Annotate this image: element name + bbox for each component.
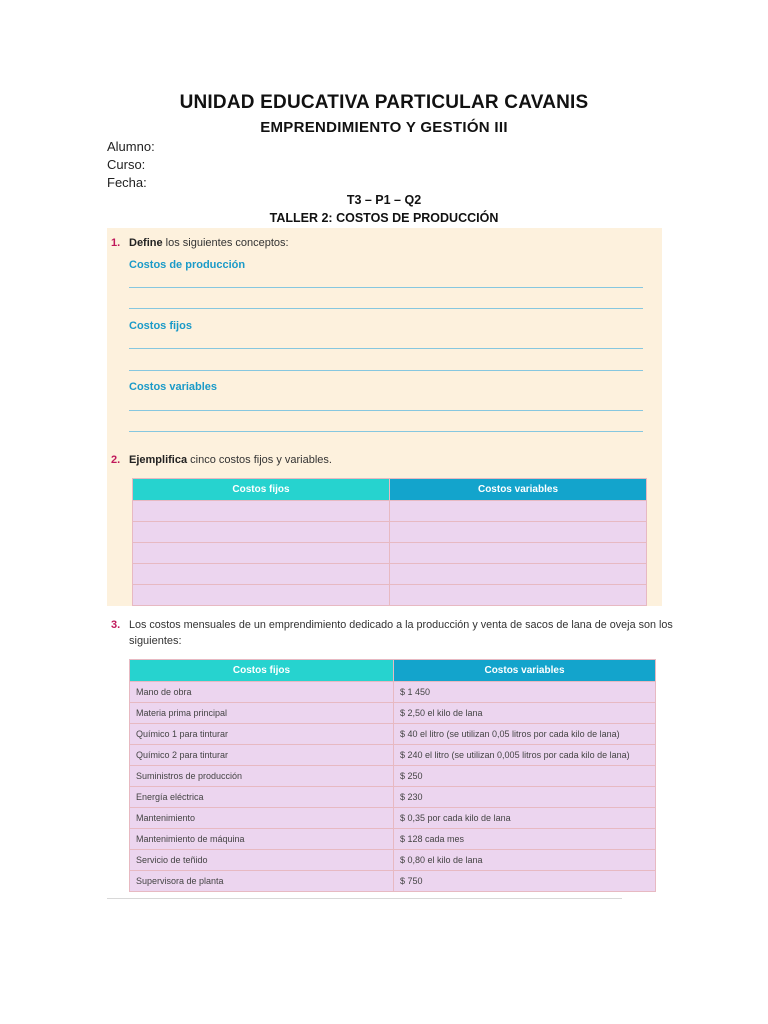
table-row: [130, 703, 656, 724]
course-field-label: Curso:: [107, 157, 146, 172]
table-row: [130, 787, 656, 808]
cost-name-cell: Químico 2 para tinturar: [130, 745, 394, 766]
question-1-verb: Define: [129, 237, 163, 249]
cost-value-cell: $ 0,35 por cada kilo de lana: [394, 808, 656, 829]
activity-code: T3 – P1 – Q2: [346, 193, 422, 207]
examples-table: [132, 478, 647, 606]
question-2-text: [129, 452, 332, 468]
examples-header-variable: Costos variables: [390, 479, 647, 501]
cost-value-cell: $ 230: [394, 787, 656, 808]
table-row: [133, 543, 647, 564]
concept-production-costs: Costos de producción: [129, 259, 246, 271]
answer-cell[interactable]: [390, 543, 647, 564]
question-1-rest: los siguientes conceptos:: [162, 237, 289, 249]
cost-value-cell: $ 1 450: [394, 682, 656, 703]
answer-cell[interactable]: [390, 501, 647, 522]
cost-name-cell: Supervisora de planta: [130, 871, 394, 892]
table-row: [133, 522, 647, 543]
answer-cell[interactable]: [133, 543, 390, 564]
table-row: [130, 829, 656, 850]
table-row: [130, 682, 656, 703]
cost-name-cell: Energía eléctrica: [130, 787, 394, 808]
answer-line[interactable]: [129, 308, 643, 309]
answer-cell[interactable]: [133, 564, 390, 585]
answer-line[interactable]: [129, 431, 643, 432]
question-2-verb: Ejemplifica: [129, 454, 188, 466]
table-row: [133, 564, 647, 585]
answer-cell[interactable]: [390, 564, 647, 585]
cost-value-cell: $ 40 el litro (se utilizan 0,05 litros por cada kilo de lana): [394, 724, 656, 745]
question-1-number: 1.: [111, 237, 121, 249]
answer-line[interactable]: [129, 348, 643, 349]
cost-name-cell: Materia prima principal: [130, 703, 394, 724]
answer-cell[interactable]: [390, 522, 647, 543]
table-row: [133, 501, 647, 522]
cost-value-cell: $ 250: [394, 766, 656, 787]
cost-value-cell: $ 128 cada mes: [394, 829, 656, 850]
examples-header-fixed: Costos fijos: [133, 479, 390, 501]
answer-line[interactable]: [129, 370, 643, 371]
date-field-label: Fecha:: [107, 175, 147, 190]
cost-value-cell: $ 2,50 el kilo de lana: [394, 703, 656, 724]
table-row: [130, 766, 656, 787]
table-row: [130, 871, 656, 892]
costs-table: [129, 659, 656, 892]
table-row: [130, 808, 656, 829]
concept-fixed-costs: Costos fijos: [129, 320, 192, 332]
costs-header-fixed: Costos fijos: [130, 660, 394, 682]
question-3-number: 3.: [111, 619, 121, 631]
subject-title: EMPRENDIMIENTO Y GESTIÓN III: [260, 119, 508, 136]
table-row: [133, 585, 647, 606]
costs-header-variable: Costos variables: [394, 660, 656, 682]
workshop-title: TALLER 2: COSTOS DE PRODUCCIÓN: [269, 211, 499, 225]
answer-line[interactable]: [129, 287, 643, 288]
cost-value-cell: $ 240 el litro (se utilizan 0,005 litros por cada kilo de lana): [394, 745, 656, 766]
cost-value-cell: $ 0,80 el kilo de lana: [394, 850, 656, 871]
answer-cell[interactable]: [133, 501, 390, 522]
question-1-text: [129, 235, 289, 251]
answer-cell[interactable]: [133, 522, 390, 543]
question-2-rest: cinco costos fijos y variables.: [187, 454, 332, 466]
cost-value-cell: $ 750: [394, 871, 656, 892]
question-3-text: [129, 617, 673, 649]
school-title: UNIDAD EDUCATIVA PARTICULAR CAVANIS: [179, 92, 589, 113]
table-row: [130, 745, 656, 766]
cost-name-cell: Servicio de teñido: [130, 850, 394, 871]
question-3-line-2: siguientes:: [129, 635, 182, 647]
cost-name-cell: Mano de obra: [130, 682, 394, 703]
answer-cell[interactable]: [133, 585, 390, 606]
cost-name-cell: Mantenimiento de máquina: [130, 829, 394, 850]
table-row: [130, 850, 656, 871]
student-field-label: Alumno:: [107, 139, 155, 154]
cost-name-cell: Mantenimiento: [130, 808, 394, 829]
concept-variable-costs: Costos variables: [129, 381, 218, 393]
answer-cell[interactable]: [390, 585, 647, 606]
answer-line[interactable]: [129, 410, 643, 411]
page-divider: [107, 898, 622, 899]
table-row: [130, 724, 656, 745]
question-3-line-1: Los costos mensuales de un emprendimiento dedicado a la producción y venta de sacos de lana de oveja son los: [129, 619, 673, 631]
cost-name-cell: Químico 1 para tinturar: [130, 724, 394, 745]
cost-name-cell: Suministros de producción: [130, 766, 394, 787]
question-2-number: 2.: [111, 454, 121, 466]
